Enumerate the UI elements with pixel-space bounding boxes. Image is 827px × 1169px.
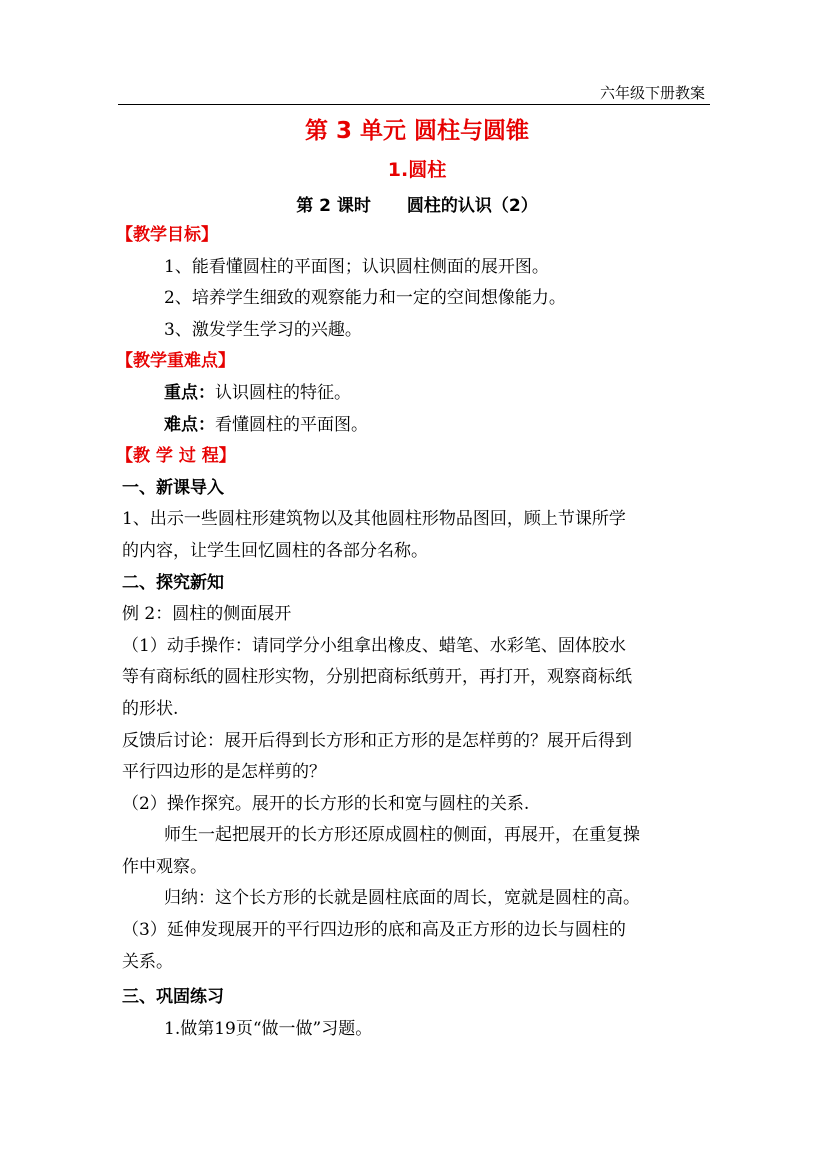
together-line: 作中观察。 <box>122 856 207 877</box>
feedback-line: 反馈后讨论：展开后得到长方形和正方形的是怎样剪的？展开后得到 <box>122 730 632 751</box>
difficulty-text: 看懂圆柱的平面图。 <box>215 414 368 435</box>
feedback-line: 平行四边形的是怎样剪的？ <box>122 762 326 783</box>
focus-text: 认识圆柱的特征。 <box>215 382 351 403</box>
step3-line: （3）延伸发现展开的平行四边形的底和高及正方形的边长与圆柱的 <box>122 920 626 941</box>
difficulty-label: 难点： <box>164 414 215 435</box>
process-heading: 【教 学 过 程】 <box>116 446 236 467</box>
step1-line: 的形状. <box>122 698 179 719</box>
practice-item: 1.做第19页“做一做”习题。 <box>164 1018 373 1039</box>
difficulty-line <box>122 410 712 442</box>
unit-title: 第 3 单元 圆柱与圆锥 <box>304 118 530 144</box>
lesson-plan-body <box>116 112 712 1045</box>
section-title: 1.圆柱 <box>387 159 447 181</box>
header-rule <box>118 104 710 105</box>
step3-line: 关系。 <box>122 951 173 972</box>
page-header: 六年级下册教案 <box>599 84 705 102</box>
part1-line: 1、出示一些圆柱形建筑物以及其他圆柱形物品图回，顾上节课所学 <box>122 509 626 530</box>
objective-item: 3、激发学生学习的兴趣。 <box>164 319 362 340</box>
together-line: 师生一起把展开的长方形还原成圆柱的侧面，再展开，在重复操 <box>164 825 640 846</box>
objective-item: 1、能看懂圆柱的平面图；认识圆柱侧面的展开图。 <box>164 256 549 277</box>
focus-line <box>122 378 712 410</box>
lesson-number: 第 2 课时 <box>296 196 371 216</box>
step2-line: （2）操作探究。展开的长方形的长和宽与圆柱的关系. <box>122 793 530 814</box>
key-points-heading: 【教学重难点】 <box>116 351 235 372</box>
summary-line: 归纳：这个长方形的长就是圆柱底面的周长，宽就是圆柱的高。 <box>164 888 640 909</box>
lesson-name: 圆柱的认识（2） <box>406 196 538 216</box>
focus-label: 重点： <box>164 382 215 403</box>
objectives-heading: 【教学目标】 <box>116 225 218 245</box>
objective-item: 2、培养学生细致的观察能力和一定的空间想像能力。 <box>164 288 566 309</box>
part1-line: 的内容，让学生回忆圆柱的各部分名称。 <box>122 540 428 561</box>
step1-line: 等有商标纸的圆柱形实物，分别把商标纸剪开，再打开，观察商标纸 <box>122 667 632 688</box>
part3-heading: 三、巩固练习 <box>122 987 224 1008</box>
lesson-title <box>122 192 712 220</box>
example-title: 例 2：圆柱的侧面展开 <box>122 604 292 625</box>
step1-line: （1）动手操作：请同学分小组拿出橡皮、蜡笔、水彩笔、固体胶水 <box>122 635 626 656</box>
part2-heading: 二、探究新知 <box>122 572 224 593</box>
part1-heading: 一、新课导入 <box>122 477 224 498</box>
